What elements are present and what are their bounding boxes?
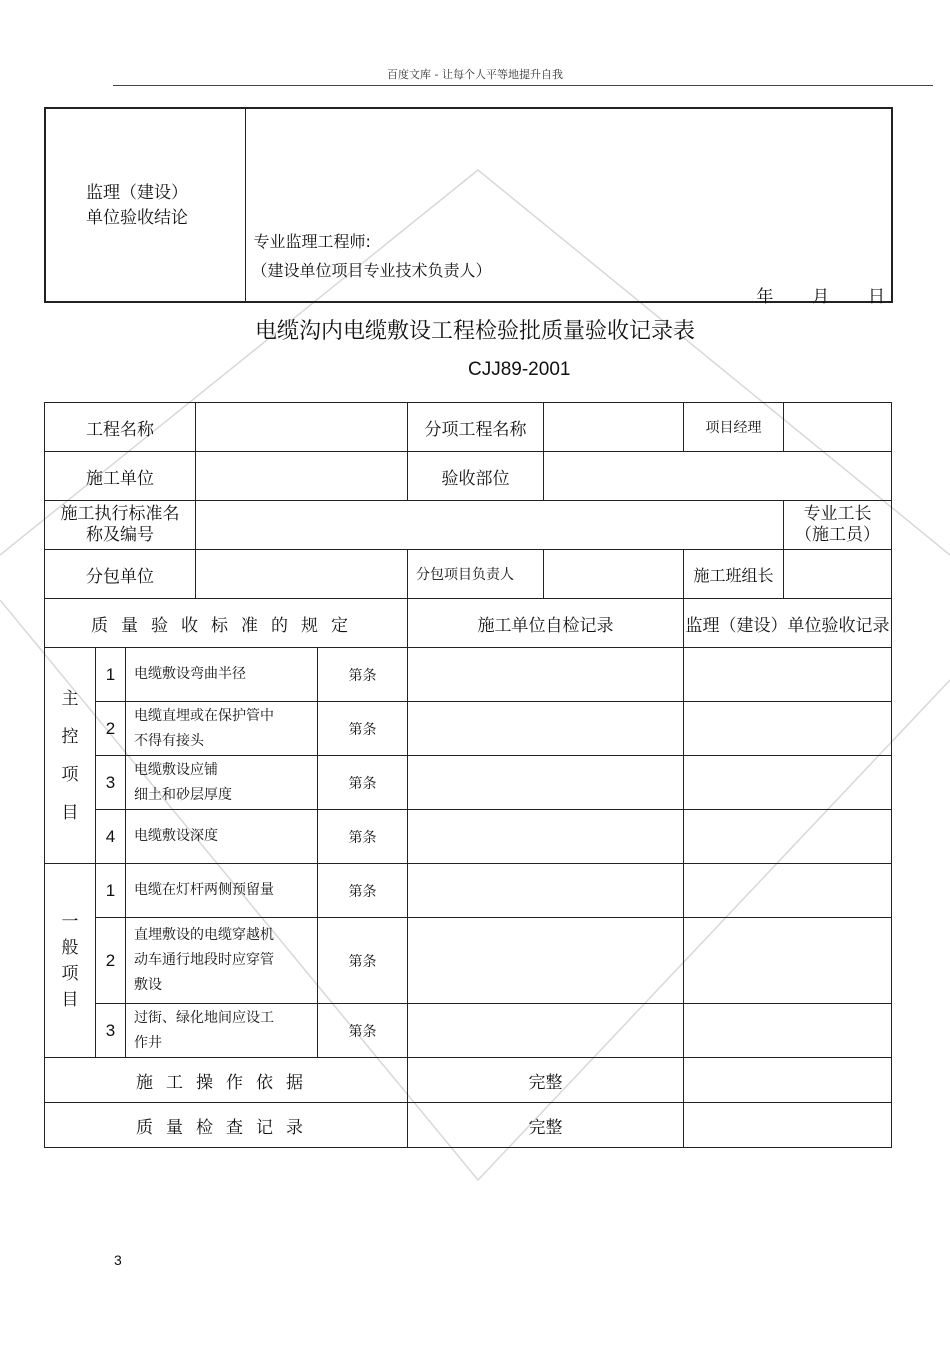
column-header-row — [45, 599, 892, 648]
item-text-line: 电缆敷设深度 — [134, 828, 218, 844]
operation-basis-row — [45, 1058, 892, 1103]
item-number: 3 — [96, 756, 126, 810]
supervisor-cell[interactable] — [684, 810, 892, 864]
item-description — [126, 1004, 318, 1058]
item-clause: 第条 — [318, 918, 408, 1004]
item-text-line: 电缆直埋或在保护管中 — [134, 707, 274, 724]
item-number: 3 — [96, 1004, 126, 1058]
conclusion-label-line1: 监理（建设） — [86, 183, 188, 203]
self-check-cell[interactable] — [408, 810, 684, 864]
sub-project-name-value[interactable] — [544, 403, 684, 452]
quality-record-label: 质量检查记录 — [45, 1103, 408, 1148]
supervisor-cell[interactable] — [684, 756, 892, 810]
item-clause: 第条 — [318, 810, 408, 864]
conclusion-label-cell — [45, 108, 245, 302]
self-check-cell[interactable] — [408, 756, 684, 810]
standard-column-header: 质量验收标准的规定 — [45, 599, 408, 648]
main-control-row-3 — [45, 756, 892, 810]
construction-unit-value[interactable] — [196, 452, 408, 501]
date-month: 月 — [812, 287, 830, 307]
item-number: 1 — [96, 648, 126, 702]
info-row-2 — [45, 452, 892, 501]
item-clause: 第条 — [318, 648, 408, 702]
general-label — [45, 864, 96, 1058]
operation-basis-supervisor-cell[interactable] — [684, 1058, 892, 1103]
header-divider — [113, 85, 933, 86]
project-manager-value[interactable] — [784, 403, 892, 452]
owner-label: （建设单位项目专业技术负责人） — [251, 261, 492, 280]
item-text-line: 过街、绿化地间应设工 — [134, 1009, 274, 1026]
item-description — [126, 756, 318, 810]
main-control-char-3: 项 — [61, 764, 79, 785]
main-control-row-4 — [45, 810, 892, 864]
item-description — [126, 918, 318, 1004]
self-check-cell[interactable] — [408, 918, 684, 1004]
page-header: 百度文库 - 让每个人平等地提升自我 — [387, 68, 563, 81]
quality-record-value[interactable]: 完整 — [408, 1103, 684, 1148]
construction-unit-label: 施工单位 — [45, 452, 196, 501]
foreman-label-line1: 专业工长 — [803, 504, 872, 524]
main-control-char-2: 控 — [61, 726, 79, 747]
item-number: 2 — [96, 702, 126, 756]
standard-label-line2: 称及编号 — [86, 525, 154, 545]
standard-value[interactable] — [196, 501, 784, 550]
sub-project-leader-value[interactable] — [544, 550, 684, 599]
general-char-3: 项 — [61, 963, 79, 984]
supervisor-conclusion-box — [44, 107, 893, 307]
general-row-2 — [45, 918, 892, 1004]
sub-project-leader-label: 分包项目负责人 — [408, 550, 544, 599]
item-clause: 第条 — [318, 864, 408, 918]
subcontractor-value[interactable] — [196, 550, 408, 599]
item-description — [126, 810, 318, 864]
general-row-3 — [45, 1004, 892, 1058]
conclusion-label-line2: 单位验收结论 — [86, 208, 188, 228]
item-text-line: 动车通行地段时应穿管 — [134, 952, 274, 968]
general-char-4: 目 — [61, 989, 79, 1010]
self-check-cell[interactable] — [408, 702, 684, 756]
general-row-1 — [45, 864, 892, 918]
item-text-line: 作井 — [134, 1034, 162, 1051]
quality-record-supervisor-cell[interactable] — [684, 1103, 892, 1148]
item-description — [126, 648, 318, 702]
foreman-label — [784, 501, 892, 550]
standard-label — [45, 501, 196, 550]
supervisor-cell[interactable] — [684, 1004, 892, 1058]
item-description — [126, 864, 318, 918]
acceptance-part-value[interactable] — [544, 452, 892, 501]
supervisor-column-header: 监理（建设）单位验收记录 — [684, 599, 892, 648]
item-text-line: 不得有接头 — [134, 732, 204, 749]
project-name-label: 工程名称 — [45, 403, 196, 452]
team-leader-value[interactable] — [784, 550, 892, 599]
supervisor-cell[interactable] — [684, 648, 892, 702]
team-leader-label: 施工班组长 — [684, 550, 784, 599]
operation-basis-label: 施工操作依据 — [45, 1058, 408, 1103]
date-line — [756, 282, 885, 307]
project-name-value[interactable] — [196, 403, 408, 452]
form-title: 电缆沟内电缆敷设工程检验批质量验收记录表 — [254, 319, 695, 344]
sub-project-name-label: 分项工程名称 — [408, 403, 544, 452]
standard-label-line1: 施工执行标准名 — [60, 504, 180, 524]
item-clause: 第条 — [318, 702, 408, 756]
general-char-1: 一 — [61, 911, 79, 932]
main-control-char-4: 目 — [61, 802, 79, 823]
supervisor-cell[interactable] — [684, 702, 892, 756]
item-number: 2 — [96, 918, 126, 1004]
item-number: 4 — [96, 810, 126, 864]
item-clause: 第条 — [318, 1004, 408, 1058]
self-check-column-header: 施工单位自检记录 — [408, 599, 684, 648]
main-control-char-1: 主 — [61, 688, 79, 709]
foreman-label-line2: （施工员） — [795, 525, 880, 545]
self-check-cell[interactable] — [408, 864, 684, 918]
main-control-row-2 — [45, 702, 892, 756]
item-number: 1 — [96, 864, 126, 918]
project-manager-label: 项目经理 — [684, 403, 784, 452]
operation-basis-value[interactable]: 完整 — [408, 1058, 684, 1103]
info-row-1 — [45, 403, 892, 452]
item-clause: 第条 — [318, 756, 408, 810]
page-number: 3 — [114, 1252, 122, 1268]
info-row-4 — [45, 550, 892, 599]
general-char-2: 般 — [61, 937, 79, 958]
standard-code: CJJ89-2001 — [468, 359, 571, 380]
item-text-line: 电缆在灯杆两侧预留量 — [134, 882, 274, 898]
date-day: 日 — [868, 287, 885, 307]
info-row-3 — [45, 501, 892, 550]
engineer-label: 专业监理工程师: — [253, 232, 371, 251]
self-check-cell[interactable] — [408, 648, 684, 702]
conclusion-content-cell[interactable] — [245, 108, 892, 307]
item-description — [126, 702, 318, 756]
supervisor-cell[interactable] — [684, 918, 892, 1004]
subcontractor-label: 分包单位 — [45, 550, 196, 599]
quality-record-row — [45, 1103, 892, 1148]
main-control-row-1 — [45, 648, 892, 702]
item-text-line: 细土和砂层厚度 — [134, 786, 232, 803]
item-text-line: 敷设 — [134, 977, 162, 993]
self-check-cell[interactable] — [408, 1004, 684, 1058]
item-text-line: 电缆敷设应铺 — [134, 761, 218, 778]
item-text-line: 电缆敷设弯曲半径 — [134, 666, 246, 682]
date-year: 年 — [756, 287, 774, 307]
main-control-label — [45, 648, 96, 864]
acceptance-part-label: 验收部位 — [408, 452, 544, 501]
inspection-record-table — [44, 402, 892, 1148]
supervisor-cell[interactable] — [684, 864, 892, 918]
item-text-line: 直埋敷设的电缆穿越机 — [134, 927, 274, 943]
